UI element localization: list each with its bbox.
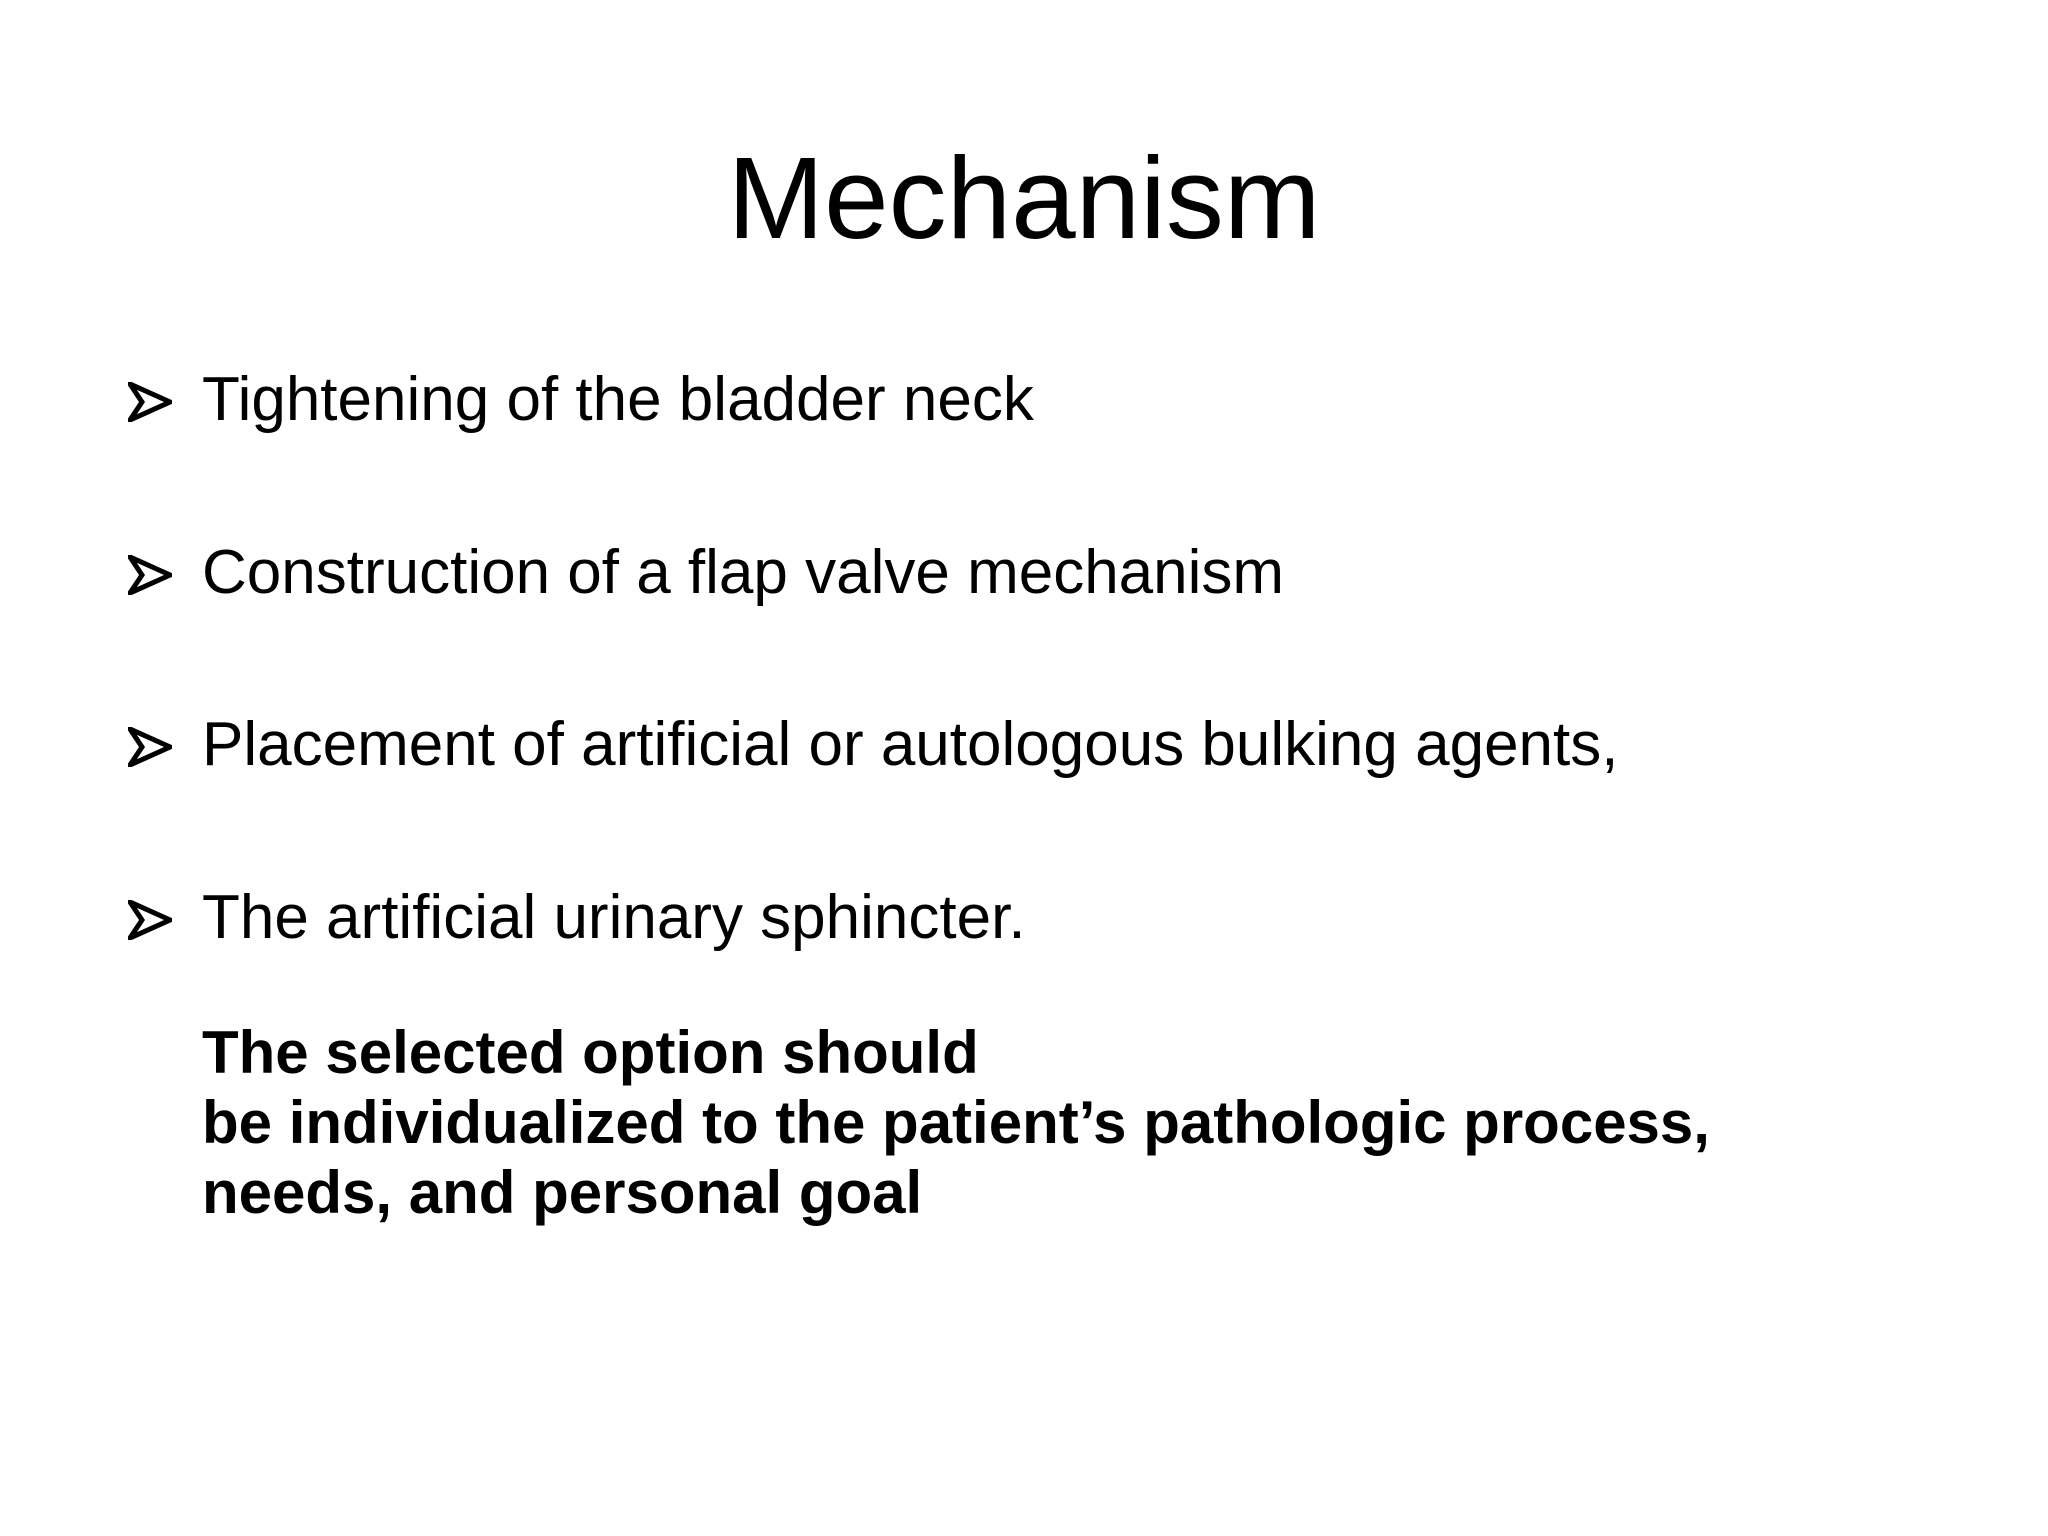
bullet-text: Tightening of the bladder neck: [202, 365, 1034, 434]
arrowhead-bullet-icon: [128, 382, 172, 422]
arrowhead-bullet-icon: [128, 727, 172, 767]
note-line: needs, and personal goal: [202, 1159, 923, 1226]
note-line: The selected option should: [202, 1019, 979, 1086]
emphasis-note: [202, 1018, 1710, 1228]
note-line: be individualized to the patient’s pathologic process,: [202, 1089, 1710, 1156]
bullet-text: Placement of artificial or autologous bulking agents,: [202, 710, 1619, 779]
arrowhead-bullet-icon: [128, 555, 172, 595]
bullet-text: Construction of a flap valve mechanism: [202, 538, 1285, 607]
arrowhead-bullet-icon: [128, 900, 172, 940]
bullet-text: The artificial urinary sphincter.: [202, 883, 1026, 952]
slide-title: Mechanism: [727, 133, 1321, 263]
